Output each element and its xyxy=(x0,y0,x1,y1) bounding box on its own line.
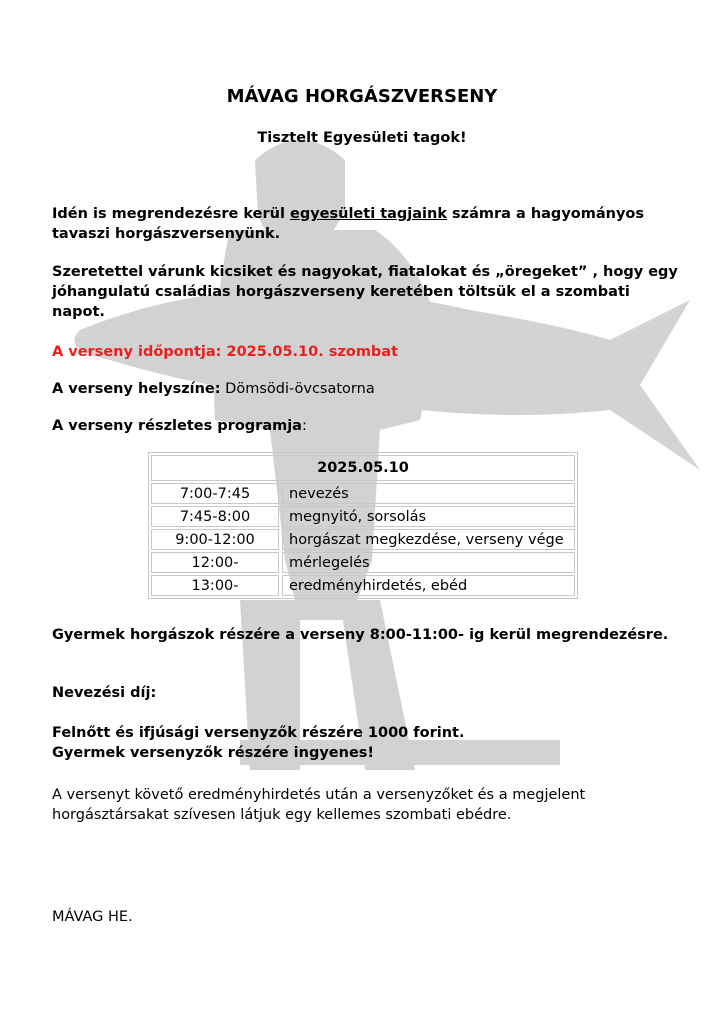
invite-paragraph: Szeretettel várunk kicsiket és nagyokat, fiatalokat és „öregeket” , hogy egy jóhangulatú családias horgászverseny keretében töltsük el a szombati napot. xyxy=(52,264,678,320)
greeting: Tisztelt Egyesületi tagok! xyxy=(257,130,467,146)
fee-adult: Felnőtt és ifjúsági versenyzők részére 1000 forint. xyxy=(52,725,465,741)
table-row xyxy=(151,506,575,527)
venue-label: A verseny helyszíne: xyxy=(52,381,221,397)
intro-after: számra a hagyományos tavaszi horgászversenyünk. xyxy=(52,206,644,242)
program-suffix: : xyxy=(301,418,307,434)
schedule-time: 12:00- xyxy=(151,552,279,573)
schedule-desc: eredményhirdetés, ebéd xyxy=(282,575,575,596)
closing-paragraph: A versenyt követő eredményhirdetés után a versenyzőket és a megjelent horgásztársakat szívesen látjuk egy kellemes szombati ebédre. xyxy=(52,787,586,823)
schedule-time: 7:45-8:00 xyxy=(151,506,279,527)
table-row xyxy=(151,483,575,504)
table-row xyxy=(151,529,575,550)
fee-child: Gyermek versenyzők részére ingyenes! xyxy=(52,745,375,761)
schedule-desc: megnyitó, sorsolás xyxy=(282,506,575,527)
schedule-time: 7:00-7:45 xyxy=(151,483,279,504)
table-row xyxy=(151,552,575,573)
schedule-time: 9:00-12:00 xyxy=(151,529,279,550)
program-label: A verseny részletes programja xyxy=(52,418,302,434)
children-paragraph: Gyermek horgászok részére a verseny 8:00-11:00- ig kerül megrendezésre. xyxy=(52,627,669,643)
page-title: MÁVAG HORGÁSZVERSENY xyxy=(226,86,498,107)
fee-label: Nevezési díj: xyxy=(52,685,157,701)
venue-line xyxy=(52,379,682,399)
program-line xyxy=(52,416,682,436)
schedule-table xyxy=(148,452,578,599)
date-line: A verseny időpontja: 2025.05.10. szombat xyxy=(52,344,399,360)
schedule-desc: mérlegelés xyxy=(282,552,575,573)
table-row xyxy=(151,575,575,596)
intro-underlined: egyesületi tagjaink xyxy=(290,206,447,222)
venue-value: Dömsödi-övcsatorna xyxy=(220,381,375,397)
schedule-desc: horgászat megkezdése, verseny vége xyxy=(282,529,575,550)
intro-paragraph xyxy=(52,204,682,244)
signature: MÁVAG HE. xyxy=(52,909,133,925)
schedule-time: 13:00- xyxy=(151,575,279,596)
schedule-desc: nevezés xyxy=(282,483,575,504)
intro-before: Idén is megrendezésre kerül xyxy=(52,206,290,222)
schedule-header: 2025.05.10 xyxy=(151,455,575,481)
